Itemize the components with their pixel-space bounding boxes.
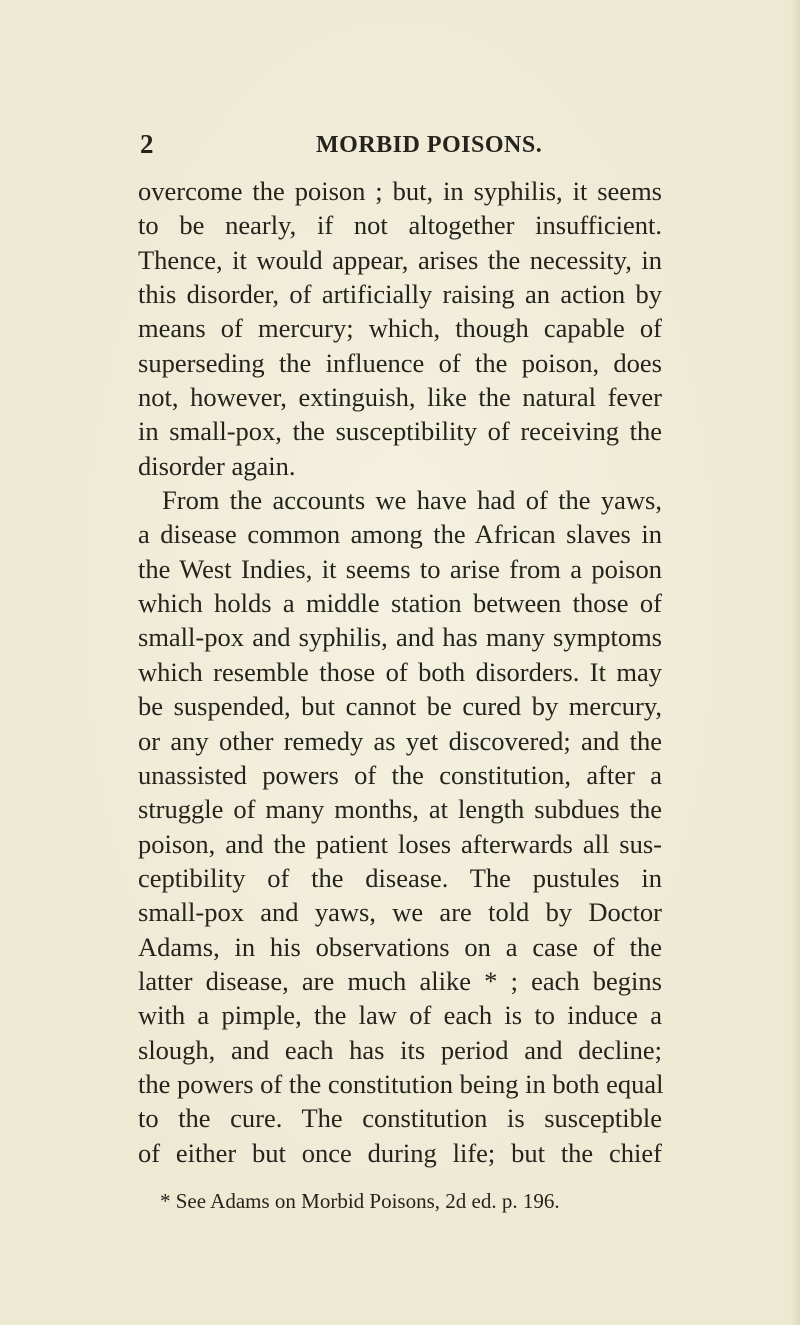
text-line: with a pimple, the law of each is to induce a (138, 1000, 662, 1031)
text-line: which holds a middle station between those of (138, 588, 662, 619)
text-line: poison, and the patient loses afterwards all sus- (138, 828, 662, 859)
text-line: latter disease, are much alike * ; each begins (138, 965, 662, 996)
text-line: or any other remedy as yet discovered; and the (138, 725, 662, 756)
text-line: unassisted powers of the constitution, after a (138, 759, 662, 790)
text-line: be suspended, but cannot be cured by mercury, (138, 691, 662, 722)
text-line: a disease common among the African slaves in (138, 519, 662, 550)
text-line: overcome the poison ; but, in syphilis, it seems (138, 176, 662, 206)
text-line: disorder again. (138, 450, 296, 481)
text-line: From the accounts we have had of the yaws, (162, 485, 662, 516)
text-line: the powers of the constitution being in both equal (138, 1068, 664, 1099)
text-line: small-pox and syphilis, and has many symptoms (138, 622, 662, 653)
text-line: not, however, extinguish, like the natural fever (138, 382, 662, 413)
text-line: superseding the influence of the poison, does (138, 347, 662, 378)
text-line: ceptibility of the disease. The pustules in (138, 862, 662, 893)
text-line: of either but once during life; but the chief (138, 1137, 662, 1168)
body-text (138, 174, 662, 1170)
footnote: * See Adams on Morbid Poisons, 2d ed. p. 196. (160, 1189, 560, 1213)
text-line: small-pox and yaws, we are told by Doctor (138, 897, 662, 928)
text-line: Adams, in his observations on a case of the (138, 931, 662, 962)
text-line: means of mercury; which, though capable of (138, 313, 662, 344)
page-number: 2 (140, 129, 154, 159)
text-line: the West Indies, it seems to arise from a poison (138, 553, 662, 584)
page-header (0, 128, 800, 168)
text-line: this disorder, of artificially raising an action by (138, 279, 662, 310)
running-head: MORBID POISONS. (316, 132, 543, 158)
text-line: Thence, it would appear, arises the necessity, in (138, 244, 662, 275)
text-line: in small-pox, the susceptibility of receiving the (138, 416, 662, 447)
page-edge-shadow (790, 0, 800, 1325)
text-line: slough, and each has its period and decline; (138, 1034, 662, 1065)
text-line: to the cure. The constitution is susceptible (138, 1103, 662, 1134)
text-line: which resemble those of both disorders. It may (138, 656, 662, 687)
text-line: to be nearly, if not altogether insufficient. (138, 210, 662, 241)
text-line: struggle of many months, at length subdues the (138, 794, 662, 825)
